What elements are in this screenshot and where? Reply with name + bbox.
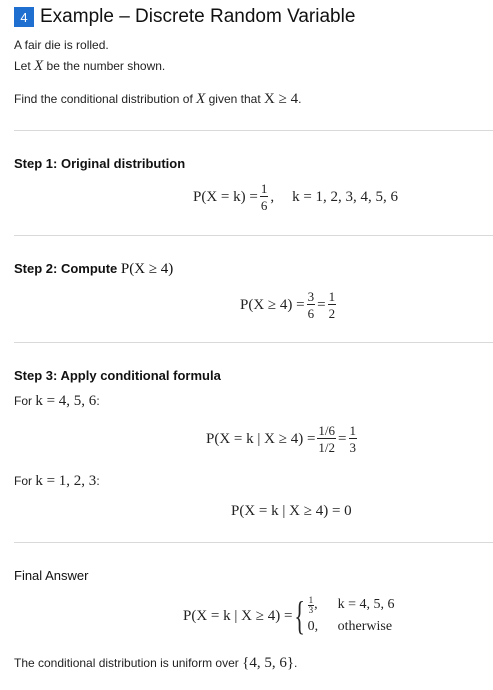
step-3-case-1-label <box>14 393 100 410</box>
case-2-condition: otherwise <box>337 619 393 634</box>
final-formula-lhs: P(X = k | X ≥ 4) = <box>183 607 293 624</box>
step-3-case-2-label <box>14 473 100 490</box>
left-brace: { <box>294 593 306 638</box>
divider <box>14 130 493 131</box>
intro-line-3-math: X ≥ 4 <box>264 91 299 107</box>
intro-line-3-var: X <box>196 91 206 107</box>
fraction-numerator: 1 <box>328 289 336 304</box>
step-1-title: Step 1: Original distribution <box>14 156 186 171</box>
case-1-value <box>308 594 334 616</box>
intro-line-2-text: Let <box>14 59 35 73</box>
step-3-formula-2 <box>231 503 352 520</box>
fraction-denominator: 6 <box>260 198 268 213</box>
header <box>14 6 355 28</box>
case-row-2 <box>308 616 395 638</box>
step-2-equals: = <box>317 296 326 313</box>
case-label-text: For <box>14 474 36 488</box>
step-1-lhs: P(X = k) = <box>193 188 258 205</box>
step-3-title: Step 3: Apply conditional formula <box>14 368 221 383</box>
divider <box>14 542 493 543</box>
intro-line-2 <box>14 58 165 75</box>
conclusion <box>14 655 297 672</box>
case-label-colon: : <box>96 394 100 408</box>
page-title: Example – Discrete Random Variable <box>40 6 356 27</box>
intro-line-3-text: Find the conditional distribution of <box>14 92 197 106</box>
step-3-formula-2-text: P(X = k | X ≥ 4) = 0 <box>231 503 352 519</box>
intro-line-2-var: X <box>34 58 44 74</box>
conclusion-period: . <box>294 656 298 670</box>
case-1-condition: k = 4, 5, 6 <box>337 597 395 612</box>
case-row-1 <box>308 594 395 616</box>
intro-line-3-text-end: . <box>298 92 302 106</box>
fraction-denominator: 2 <box>328 306 336 321</box>
fraction-numerator: 3 <box>307 289 315 304</box>
step-3-fraction-1 <box>317 424 336 454</box>
intro-line-1: A fair die is rolled. <box>14 38 109 52</box>
step-3-formula-1-lhs: P(X = k | X ≥ 4) = <box>206 430 316 447</box>
step-2-formula <box>240 290 338 320</box>
case-label-math: k = 4, 5, 6 <box>35 393 97 409</box>
fraction-denominator: 3 <box>308 604 314 615</box>
section-number-badge: 4 <box>14 7 34 27</box>
fraction-numerator: 1 <box>260 181 268 196</box>
intro-line-2-text-end: be the number shown. <box>43 59 166 73</box>
final-formula <box>183 594 395 638</box>
fraction-numerator: 1 <box>349 423 356 438</box>
final-answer-title: Final Answer <box>14 568 89 583</box>
case-label-math: k = 1, 2, 3 <box>35 473 97 489</box>
step-2-lhs: P(X ≥ 4) = <box>240 296 305 313</box>
step-3-fraction-2 <box>349 424 358 454</box>
fraction-numerator: 1/6 <box>318 423 336 438</box>
case-label-colon: : <box>96 474 100 488</box>
step-2-fraction-2 <box>328 290 337 320</box>
case-1-comma: , <box>314 597 318 612</box>
case-label-text: For <box>14 394 36 408</box>
step-2-title-math: P(X ≥ 4) <box>120 261 174 277</box>
step-3-equals: = <box>338 430 347 447</box>
divider <box>14 342 493 343</box>
step-1-domain: k = 1, 2, 3, 4, 5, 6 <box>292 188 399 205</box>
case-2-value: 0, <box>307 619 319 634</box>
step-1-comma: , <box>270 188 275 205</box>
conclusion-math: {4, 5, 6} <box>242 655 295 671</box>
divider <box>14 235 493 236</box>
fraction-denominator: 6 <box>307 306 315 321</box>
step-2-title-text: Step 2: Compute <box>14 261 121 276</box>
conclusion-text: The conditional distribution is uniform over <box>14 656 243 670</box>
fraction-numerator: 1 <box>308 594 314 605</box>
step-1-formula <box>193 182 398 212</box>
intro-line-3-text-mid: given that <box>205 92 264 106</box>
step-2-title <box>14 261 173 278</box>
intro-line-3 <box>14 91 301 108</box>
step-2-fraction-1 <box>307 290 316 320</box>
fraction-denominator: 1/2 <box>318 440 336 455</box>
step-3-formula-1 <box>206 424 359 454</box>
piecewise-cases <box>308 594 395 638</box>
fraction-denominator: 3 <box>349 440 356 455</box>
step-1-fraction <box>260 182 269 212</box>
